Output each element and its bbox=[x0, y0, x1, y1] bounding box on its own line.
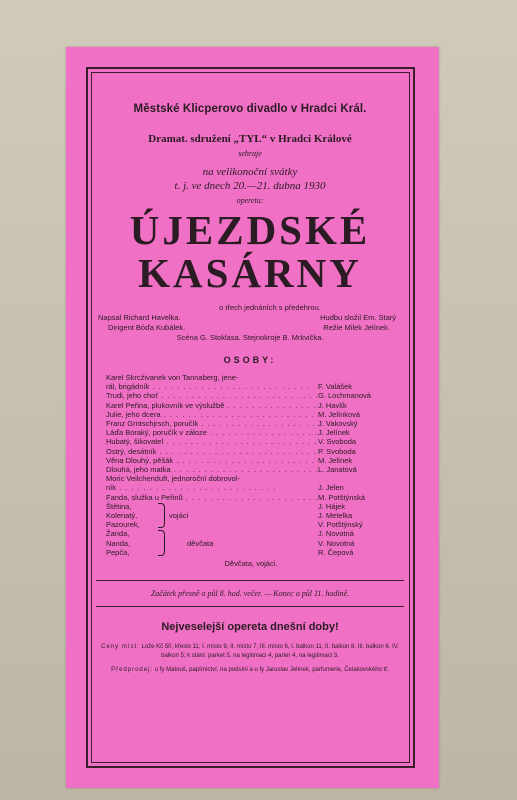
occasion: na velikonoční svátky bbox=[202, 166, 298, 178]
girl-name: Žanda, bbox=[106, 529, 130, 539]
girl-actor: J. Novotná bbox=[318, 529, 354, 539]
prices bbox=[96, 643, 404, 660]
cast-actor bbox=[318, 474, 396, 483]
soldier-actor: J. Metelka bbox=[318, 511, 353, 521]
cast-actor: G. Lochmanová bbox=[318, 391, 371, 401]
cast-row bbox=[106, 419, 396, 428]
credit-conductor: Dirigent Bóďa Kubálek. bbox=[108, 323, 186, 332]
divider bbox=[96, 580, 404, 581]
cast-role: Trudi, jeho choť . . . bbox=[106, 391, 318, 400]
cast-row bbox=[106, 428, 396, 437]
cast-role: Láďa Boraký, poručík v záloze . . . bbox=[106, 428, 318, 437]
cast-role: Karel Skrcživanek von Tannaberg, jene- bbox=[106, 373, 239, 382]
presale bbox=[96, 666, 404, 674]
cast-row bbox=[106, 493, 396, 502]
cast-role: Věna Dlouhý, pěšák . . . bbox=[106, 456, 318, 465]
presents-label: sehraje bbox=[238, 149, 262, 158]
brace bbox=[158, 503, 165, 529]
credit-music: Hudbu složil Em. Starý bbox=[320, 313, 396, 322]
poster-content bbox=[96, 77, 404, 674]
credit-scenery: Scéna G. Stoklasa. Stejnokroje B. Mrkvička. bbox=[176, 333, 324, 342]
cast-actor bbox=[318, 373, 396, 382]
soldier-name: Kolenatý, bbox=[106, 511, 138, 521]
cast-row bbox=[106, 483, 396, 492]
cast-row bbox=[106, 373, 396, 382]
cast-actor: L. Janatová bbox=[318, 465, 357, 475]
cast-row bbox=[106, 456, 396, 465]
cast-role: ník . . . bbox=[106, 483, 318, 492]
cast-role: Karel Peřina, plukovník ve výslužbě . . . bbox=[106, 401, 318, 410]
prices-label: Ceny míst: bbox=[101, 644, 140, 651]
cast-role: Hubatý, šikovatel . . . bbox=[106, 437, 318, 446]
soldiers-group bbox=[106, 502, 396, 530]
divider bbox=[96, 606, 404, 607]
presenter: Dramat. sdružení „TYL“ v Hradci Králové bbox=[148, 133, 352, 145]
girl-actor: V. Novotná bbox=[318, 538, 355, 548]
title-line-2: KASÁRNY bbox=[138, 250, 362, 296]
genre-label: operetu: bbox=[236, 196, 264, 205]
cast-actor: M. Potštýnská bbox=[318, 492, 366, 502]
cast-row bbox=[106, 391, 396, 400]
cast-actor: J. Jelínek bbox=[318, 428, 350, 438]
cast-row bbox=[106, 410, 396, 419]
cast-role: Franz Grntschjrsch, poručík . . . bbox=[106, 419, 318, 428]
girl-name: Nanda, bbox=[106, 538, 131, 548]
soldiers-label: vojáci bbox=[169, 511, 189, 521]
headline: Nejveselejší opereta dnešní doby! bbox=[161, 621, 339, 634]
cast-actor: V. Svoboda bbox=[318, 437, 357, 447]
cast-row bbox=[106, 474, 396, 483]
cast-role: Ostrý, desátník . . . bbox=[106, 447, 318, 456]
cast-actor: M. Jelínek bbox=[318, 455, 353, 465]
girls-label: děvčata bbox=[187, 538, 214, 548]
soldier-actor: J. Hájek bbox=[318, 501, 346, 511]
cast-list bbox=[106, 373, 396, 568]
soldier-name: Pazourek, bbox=[106, 520, 140, 530]
credits bbox=[96, 303, 404, 343]
performance-dates: t. j. ve dnech 20.—21. dubna 1930 bbox=[174, 180, 326, 192]
credit-director: Režie Milek Jelínek. bbox=[323, 323, 390, 332]
cast-row bbox=[106, 437, 396, 446]
title-line-1: ÚJEZDSKÉ bbox=[129, 207, 371, 253]
girl-actor: R. Čepová bbox=[318, 547, 354, 557]
theatre-name: Městské Klicperovo divadlo v Hradci Král. bbox=[133, 103, 367, 115]
cast-row bbox=[106, 465, 396, 474]
cast-role: Moric Veilchenduft, jednoroční dobrovol- bbox=[106, 474, 240, 484]
cast-row bbox=[106, 382, 396, 391]
play-title bbox=[96, 209, 404, 295]
soldier-name: Štětina, bbox=[106, 501, 132, 511]
cast-row bbox=[106, 401, 396, 410]
girl-name: Pepča, bbox=[106, 547, 130, 557]
credit-row bbox=[96, 313, 404, 323]
cast-role: Fanda, služka u Peřinů . . . bbox=[106, 493, 318, 502]
soldier-actor: V. Potštýnský bbox=[318, 520, 363, 530]
subtitle: o třech jednáních s předehrou. bbox=[219, 303, 321, 312]
prices-text: Lože Kč 50, křeslo 11, I. místo 9, II. místo 7, III. místo 6, I. balkon 11, II. balkon 8, III. balkon 6, IV. balkon 5; k stání: parket 5, na legitimaci 4, parter 4, na legitimaci 3. bbox=[141, 644, 399, 659]
theatre-poster bbox=[66, 47, 439, 788]
cast-actor: F. Valášek bbox=[318, 382, 353, 392]
cast-actor: J. Havlík bbox=[318, 400, 347, 410]
cast-row bbox=[106, 447, 396, 456]
extras: Děvčata, vojáci. bbox=[224, 559, 278, 569]
cast-actor: J. Vakovský bbox=[318, 419, 358, 429]
cast-role: rál, brigádník . . . bbox=[106, 382, 318, 391]
presale-label: Předprodej: bbox=[111, 667, 154, 674]
credit-row bbox=[96, 323, 404, 333]
cast-role: Julie, jeho dcera . . . bbox=[106, 410, 318, 419]
cast-actor: J. Jelen bbox=[318, 483, 344, 493]
brace bbox=[158, 530, 165, 556]
presale-text: u fy Matouš, papírnictví, na podsíni a u fy Jaroslav Jelínek, parfumerie, Čelakovského tř. bbox=[154, 667, 389, 674]
cast-actor: P. Svoboda bbox=[318, 446, 356, 456]
cast-actor: M. Jelínková bbox=[318, 409, 361, 419]
credit-author: Napsal Richard Havelka. bbox=[98, 313, 181, 322]
cast-role: Dlouhá, jeho matka . . . bbox=[106, 465, 318, 474]
cast-heading: OSOBY: bbox=[223, 355, 277, 365]
show-times: Začátek přesně o půl 8. hod. večer. — Konec o půl 11. hodině. bbox=[150, 589, 350, 599]
girls-group bbox=[106, 529, 396, 557]
